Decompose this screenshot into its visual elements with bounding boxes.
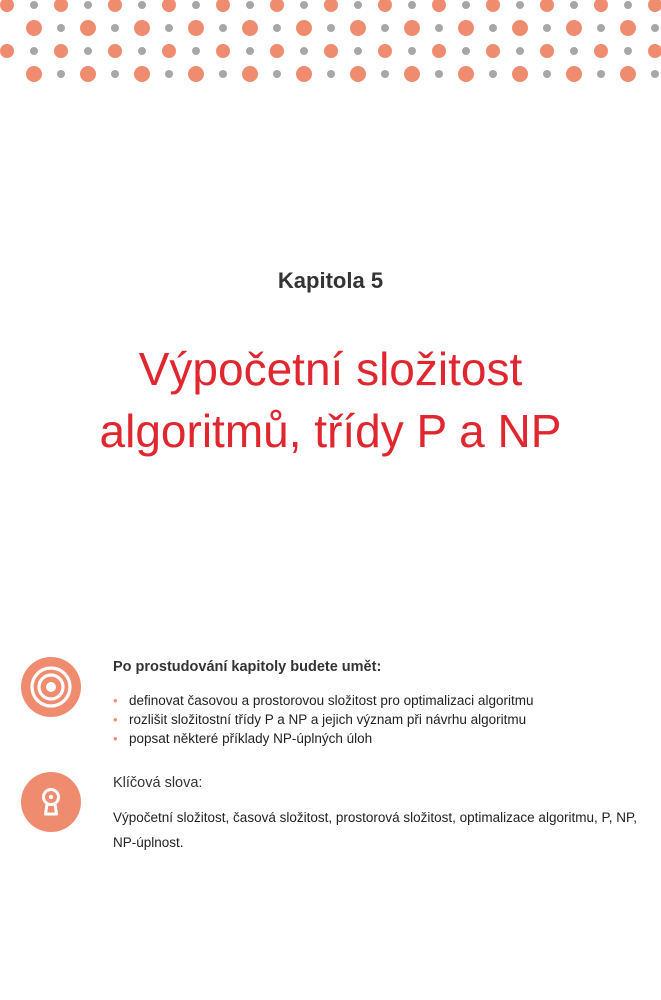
- pattern-dot: [408, 47, 416, 55]
- list-item: [113, 729, 533, 748]
- pattern-dot: [219, 70, 227, 78]
- pattern-dot: [108, 0, 122, 12]
- pattern-dot: [134, 20, 150, 36]
- chapter-title-line-2: algoritmů, třídy P a NP: [99, 405, 562, 457]
- pattern-dot: [543, 70, 551, 78]
- pattern-dot: [404, 20, 420, 36]
- pattern-dot: [165, 24, 173, 32]
- pattern-dot: [188, 66, 204, 82]
- pattern-dot: [300, 47, 308, 55]
- pattern-dot: [381, 24, 389, 32]
- pattern-dot: [354, 47, 362, 55]
- pattern-dot: [486, 0, 500, 12]
- pattern-dot: [216, 44, 230, 58]
- pattern-dot: [242, 20, 258, 36]
- pattern-dot: [566, 20, 582, 36]
- chapter-title: [0, 338, 661, 462]
- pattern-dot: [350, 66, 366, 82]
- decorative-dot-pattern: [0, 0, 661, 92]
- pattern-dot: [270, 44, 284, 58]
- pattern-dot: [566, 66, 582, 82]
- pattern-dot: [378, 0, 392, 12]
- pattern-dot: [540, 44, 554, 58]
- pattern-dot: [26, 20, 42, 36]
- pattern-dot: [620, 66, 636, 82]
- pattern-dot: [165, 70, 173, 78]
- chapter-number: Kapitola 5: [277, 268, 384, 293]
- pattern-dot: [489, 70, 497, 78]
- pattern-dot: [54, 44, 68, 58]
- pattern-dot: [597, 70, 605, 78]
- pattern-dot: [648, 0, 661, 12]
- pattern-dot: [108, 44, 122, 58]
- bullet-icon: •: [113, 731, 118, 746]
- goal-text: popsat některé příklady NP-úplných úloh: [129, 731, 373, 746]
- pattern-dot: [138, 47, 146, 55]
- pattern-dot: [296, 20, 312, 36]
- pattern-dot: [111, 70, 119, 78]
- pattern-dot: [192, 1, 200, 9]
- pattern-dot: [324, 0, 338, 12]
- pattern-dot: [270, 0, 284, 12]
- pattern-dot: [219, 24, 227, 32]
- pattern-dot: [192, 47, 200, 55]
- keyhole-icon: [21, 772, 81, 832]
- pattern-dot: [620, 20, 636, 36]
- pattern-dot: [624, 47, 632, 55]
- pattern-dot: [273, 24, 281, 32]
- pattern-dot: [273, 70, 281, 78]
- pattern-dot: [570, 47, 578, 55]
- pattern-dot: [111, 24, 119, 32]
- pattern-dot: [516, 1, 524, 9]
- pattern-dot: [594, 0, 608, 12]
- pattern-dot: [462, 47, 470, 55]
- pattern-dot: [432, 0, 446, 12]
- keywords-heading: Klíčová slova:: [113, 775, 203, 791]
- pattern-dot: [324, 44, 338, 58]
- pattern-dot: [435, 24, 443, 32]
- pattern-dot: [458, 66, 474, 82]
- pattern-dot: [80, 20, 96, 36]
- pattern-dot: [0, 44, 14, 58]
- pattern-dot: [84, 47, 92, 55]
- keywords-text: Výpočetní složitost, časová složitost, prostorová složitost, optimalizace algoritmu, P, NP, NP-úplnost.: [113, 810, 637, 850]
- list-item: [113, 710, 533, 729]
- pattern-dot: [162, 44, 176, 58]
- pattern-dot: [246, 1, 254, 9]
- pattern-dot: [404, 66, 420, 82]
- pattern-dot: [350, 20, 366, 36]
- pattern-dot: [300, 1, 308, 9]
- pattern-dot: [512, 20, 528, 36]
- pattern-dot: [162, 0, 176, 12]
- pattern-dot: [242, 66, 258, 82]
- pattern-dot: [432, 44, 446, 58]
- pattern-dot: [188, 20, 204, 36]
- pattern-dot: [624, 1, 632, 9]
- pattern-dot: [84, 1, 92, 9]
- pattern-dot: [381, 70, 389, 78]
- list-item: [113, 691, 533, 710]
- pattern-dot: [296, 66, 312, 82]
- pattern-dot: [462, 1, 470, 9]
- pattern-dot: [516, 47, 524, 55]
- goal-text: rozlišit složitostní třídy P a NP a jejich význam při návrhu algoritmu: [129, 712, 527, 727]
- pattern-dot: [327, 70, 335, 78]
- pattern-dot: [651, 70, 659, 78]
- target-icon: [21, 657, 81, 717]
- pattern-dot: [458, 20, 474, 36]
- pattern-dot: [0, 0, 14, 12]
- pattern-dot: [486, 44, 500, 58]
- pattern-dot: [327, 24, 335, 32]
- pattern-dot: [57, 24, 65, 32]
- pattern-dot: [540, 0, 554, 12]
- bullet-icon: •: [113, 693, 118, 708]
- learning-goals-heading: Po prostudování kapitoly budete umět:: [113, 659, 382, 675]
- pattern-dot: [26, 66, 42, 82]
- pattern-dot: [216, 0, 230, 12]
- pattern-dot: [378, 44, 392, 58]
- pattern-dot: [435, 70, 443, 78]
- pattern-dot: [648, 44, 661, 58]
- pattern-dot: [489, 24, 497, 32]
- pattern-dot: [570, 1, 578, 9]
- pattern-dot: [246, 47, 254, 55]
- pattern-dot: [57, 70, 65, 78]
- pattern-dot: [512, 66, 528, 82]
- pattern-dot: [354, 1, 362, 9]
- goal-text: definovat časovou a prostorovou složitost pro optimalizaci algoritmu: [129, 693, 534, 708]
- pattern-dot: [651, 24, 659, 32]
- pattern-dot: [138, 1, 146, 9]
- pattern-dot: [54, 0, 68, 12]
- pattern-dot: [80, 66, 96, 82]
- pattern-dot: [597, 24, 605, 32]
- pattern-dot: [30, 47, 38, 55]
- pattern-dot: [594, 44, 608, 58]
- pattern-dot: [30, 1, 38, 9]
- pattern-dot: [134, 66, 150, 82]
- bullet-icon: •: [113, 712, 118, 727]
- chapter-title-line-1: Výpočetní složitost: [138, 343, 523, 395]
- pattern-dot: [408, 1, 416, 9]
- learning-goals-list: [113, 691, 533, 748]
- pattern-dot: [543, 24, 551, 32]
